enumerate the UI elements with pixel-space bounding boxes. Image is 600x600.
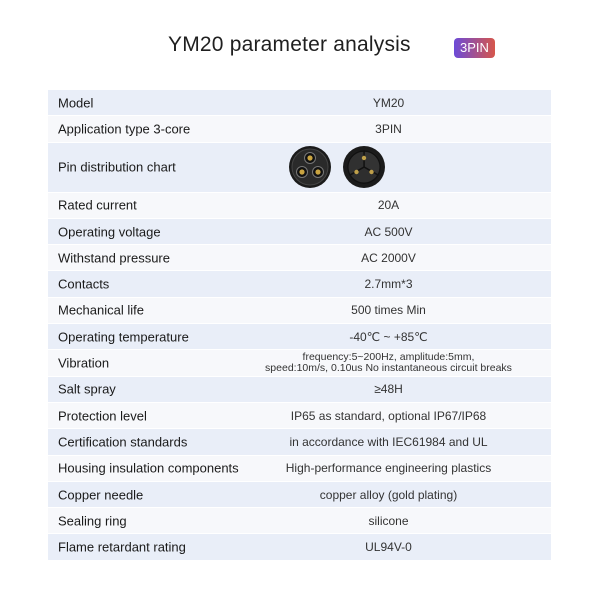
row-label: Operating temperature — [58, 329, 189, 345]
row-label: Mechanical life — [58, 302, 144, 318]
row-label: Withstand pressure — [58, 250, 170, 266]
connector-female-sockets-icon — [342, 145, 386, 189]
page-title: YM20 parameter analysis — [168, 33, 411, 56]
row-label: Salt spray — [58, 381, 116, 397]
row-label: Housing insulation components — [58, 460, 239, 476]
table-row — [48, 193, 551, 219]
row-value — [226, 352, 551, 374]
vibration-line-1: frequency:5~200Hz, amplitude:5mm, — [302, 351, 475, 364]
row-value: 20A — [377, 198, 400, 213]
row-label: Copper needle — [58, 487, 144, 502]
pin-count-badge: 3PIN — [454, 38, 495, 58]
row-value: AC 500V — [364, 224, 413, 239]
table-row — [48, 245, 551, 271]
parameter-table — [48, 90, 551, 561]
header — [0, 30, 600, 66]
row-value: AC 2000V — [361, 250, 416, 265]
row-value: in accordance with IEC61984 and UL — [289, 434, 488, 449]
row-value: 3PIN — [375, 121, 402, 136]
row-value: 500 times Min — [351, 303, 426, 318]
table-row — [48, 534, 551, 560]
row-label: Pin distribution chart — [58, 159, 176, 175]
row-value: YM20 — [372, 95, 405, 110]
table-row — [48, 271, 551, 297]
row-label: Protection level — [58, 408, 147, 424]
row-label: Application type 3-core — [58, 121, 191, 137]
row-value: 2.7mm*3 — [364, 277, 413, 292]
table-row — [48, 403, 551, 429]
table-row — [48, 350, 551, 376]
row-label: Model — [58, 95, 94, 111]
row-label: Certification standards — [58, 434, 188, 450]
table-row — [48, 116, 551, 142]
table-row — [48, 90, 551, 116]
row-value: -40℃ ~ +85℃ — [349, 329, 428, 344]
table-row — [48, 508, 551, 534]
row-value: silicone — [368, 513, 409, 528]
row-label: Sealing ring — [58, 513, 127, 529]
row-value: UL94V-0 — [365, 540, 412, 555]
vibration-line-2: speed:10m/s, 0.10us No instantaneous circuit breaks — [265, 362, 512, 375]
table-row — [48, 143, 551, 193]
table-row — [48, 377, 551, 403]
table-row — [48, 219, 551, 245]
row-value: ≥48H — [374, 382, 403, 397]
row-value: IP65 as standard, optional IP67/IP68 — [290, 408, 487, 423]
row-value: High-performance engineering plastics — [285, 461, 492, 476]
row-label: Flame retardant rating — [58, 539, 186, 555]
pin-distribution-chart — [288, 145, 386, 189]
row-label: Operating voltage — [58, 224, 161, 240]
table-row — [48, 324, 551, 350]
row-label: Contacts — [58, 276, 110, 292]
table-row — [48, 482, 551, 508]
row-label: Vibration — [58, 355, 110, 371]
table-row — [48, 429, 551, 455]
row-value: copper alloy (gold plating) — [319, 487, 458, 502]
connector-male-pins-icon — [288, 145, 332, 189]
table-row — [48, 298, 551, 324]
row-label: Rated current — [58, 197, 137, 213]
table-row — [48, 456, 551, 482]
